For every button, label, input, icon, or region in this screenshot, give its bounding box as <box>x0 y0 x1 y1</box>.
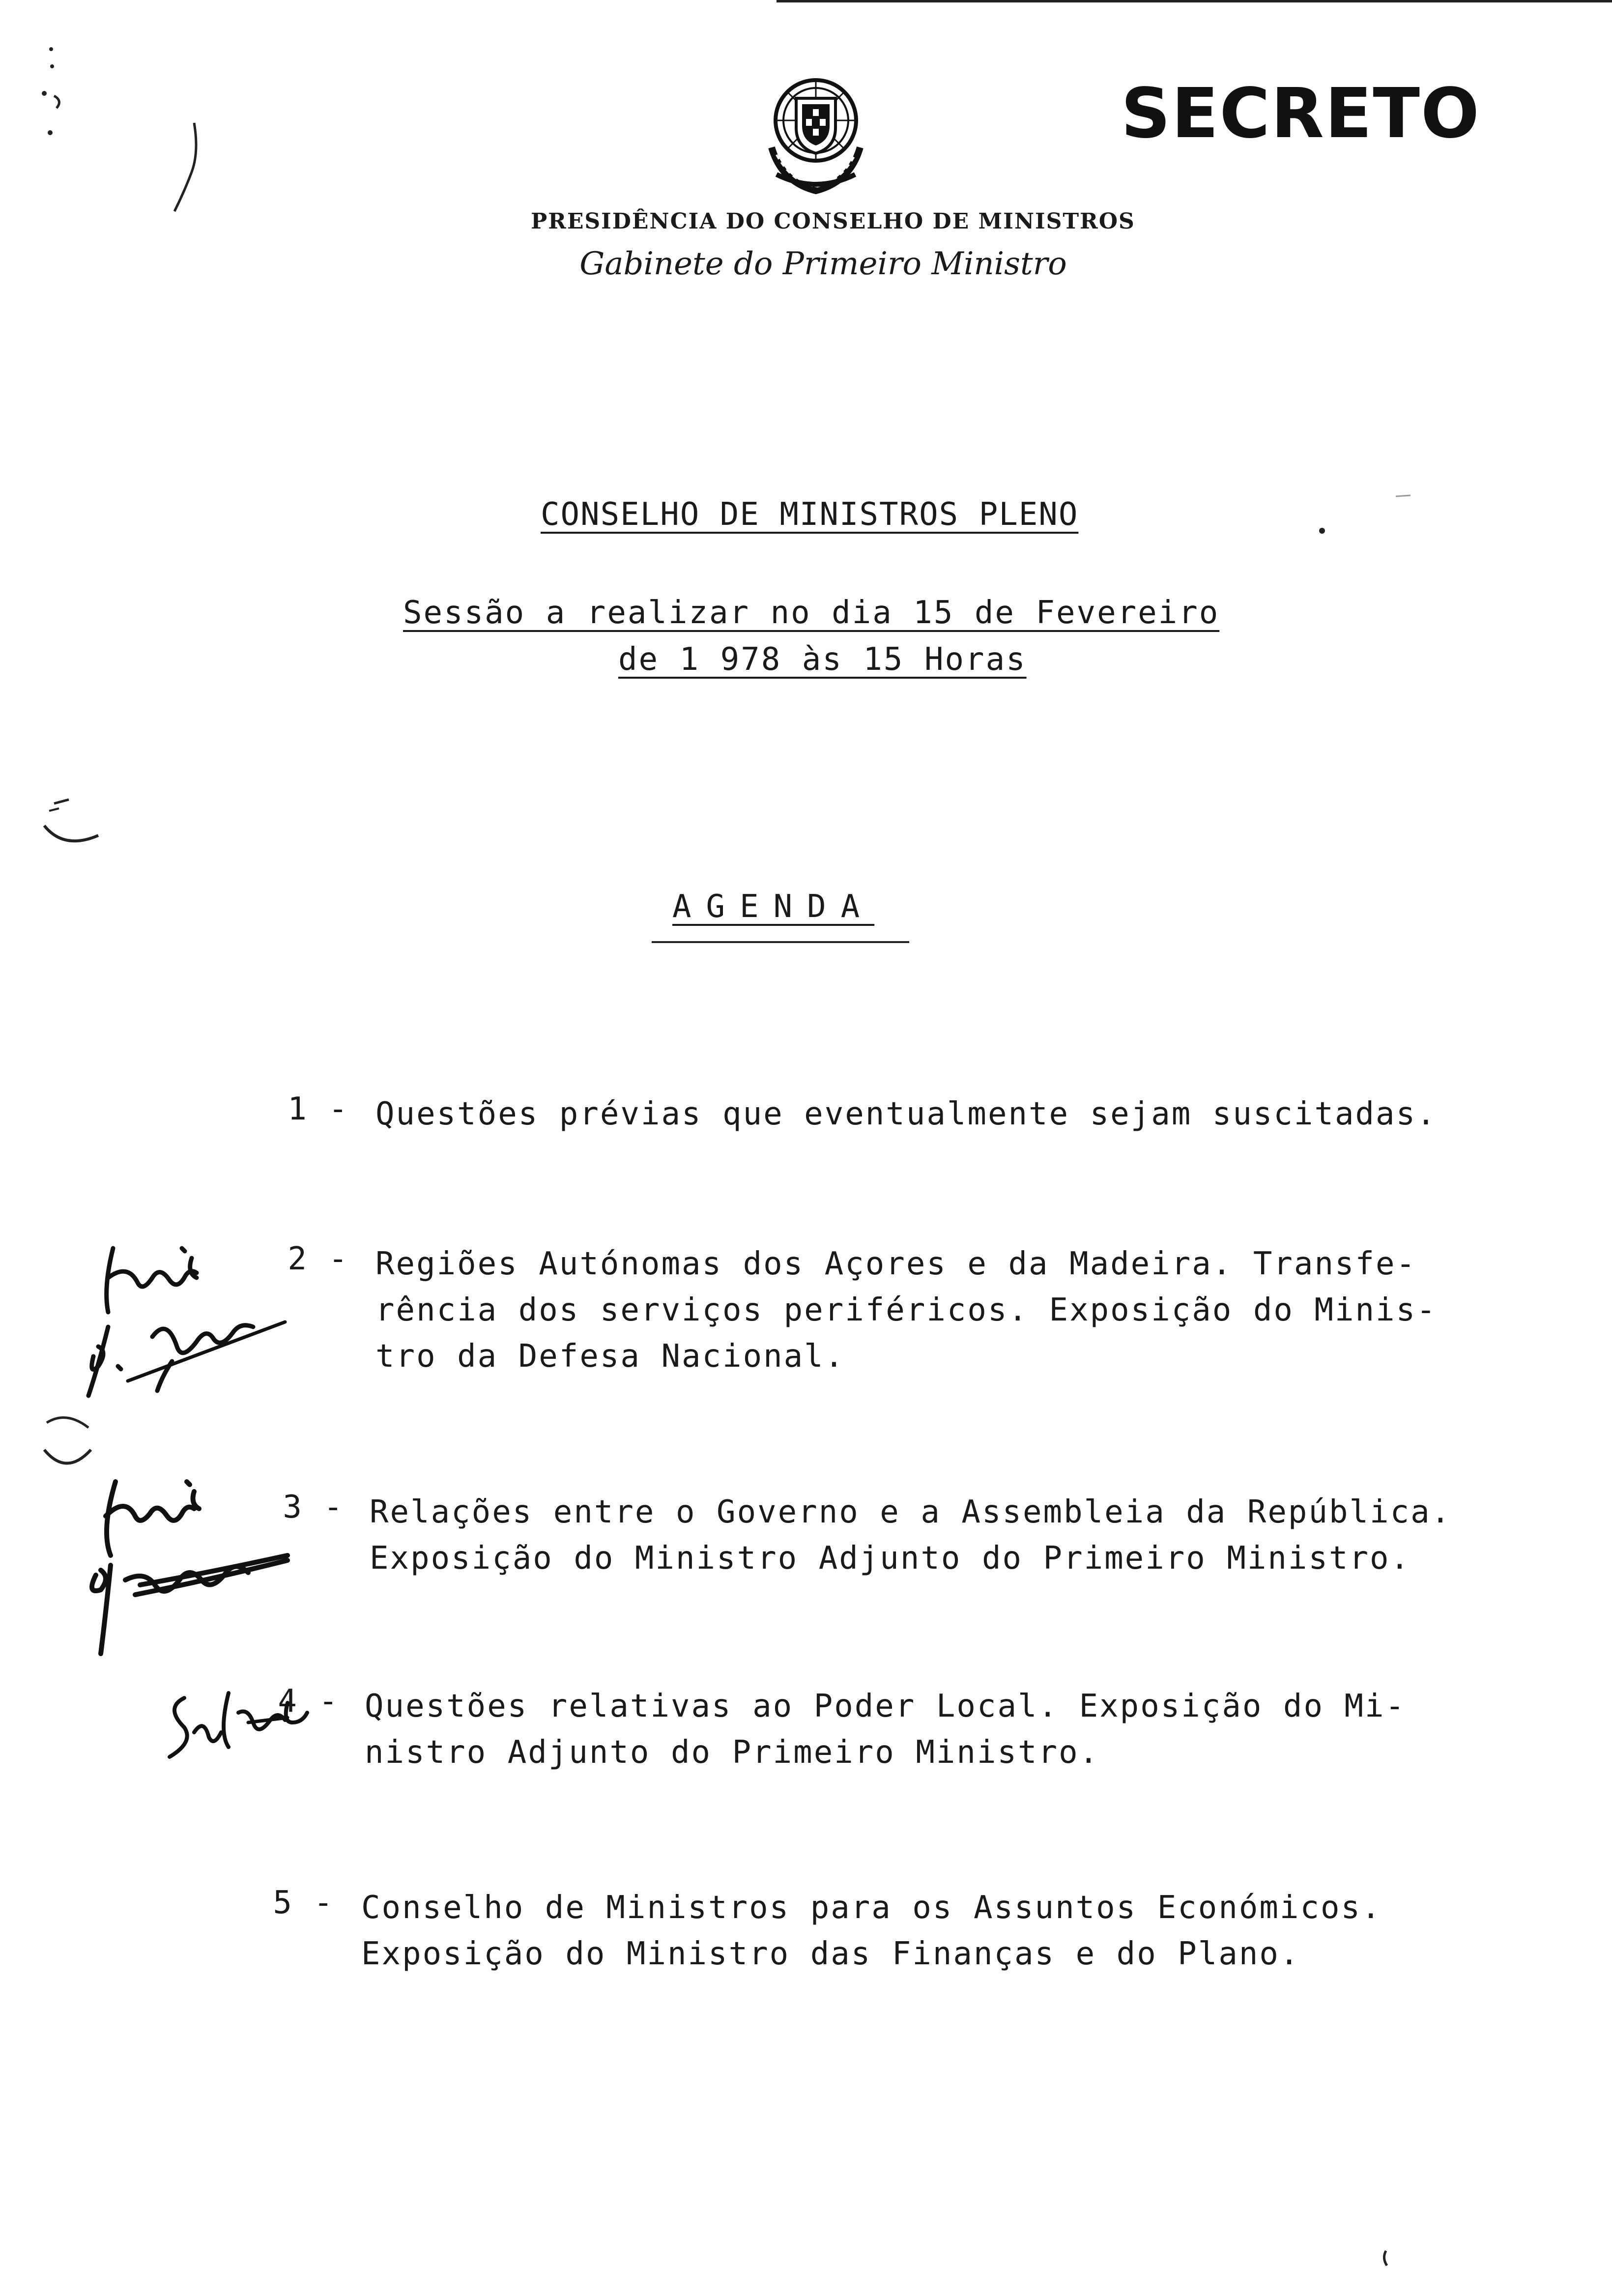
handwritten-note-item-2 <box>74 1238 319 1401</box>
margin-marks <box>20 39 79 147</box>
binding-hole-mark-2 <box>34 1410 103 1474</box>
office-subheader: Gabinete do Primeiro Ministro <box>579 246 1067 282</box>
institution-header: PRESIDÊNCIA DO CONSELHO DE MINISTROS <box>531 209 1135 234</box>
meeting-title: CONSELHO DE MINISTROS PLENO <box>541 496 1079 533</box>
agenda-item-text: Conselho de Ministros para os Assuntos Económicos. Exposição do Ministro das Finanças e do Plano. <box>361 1890 1382 1972</box>
bottom-speck <box>1376 2246 1396 2275</box>
handwritten-note-item-4 <box>165 1683 312 1767</box>
agenda-item-number: 2 - <box>288 1241 349 1277</box>
agenda-item-number: 3 - <box>283 1489 344 1525</box>
classification-stamp: SECRETO <box>1121 74 1480 154</box>
agenda-item-number: 4 - <box>278 1683 339 1720</box>
agenda-heading: AGENDA <box>672 889 875 925</box>
agenda-item-number: 5 - <box>273 1885 334 1921</box>
agenda-item-number: 1 - <box>288 1091 349 1127</box>
agenda-item-text: Questões prévias que eventualmente sejam suscitadas. <box>375 1096 1437 1132</box>
margin-stroke <box>167 118 206 216</box>
session-date-line-1: Sessão a realizar no dia 15 de Fevereiro <box>403 595 1220 631</box>
agenda-item-text: Regiões Autónomas dos Açores e da Madeira. Transfe- rência dos serviços periféricos. Exposição do Minis- tro da Defesa Nacional. <box>375 1246 1437 1375</box>
scan-edge-line <box>777 0 1612 2</box>
binding-hole-mark <box>34 791 108 855</box>
agenda-heading-rule <box>652 941 909 943</box>
agenda-item-text: Questões relativas ao Poder Local. Exposição do Mi- nistro Adjunto do Primeiro Ministro. <box>365 1688 1406 1771</box>
agenda-item-text: Relações entre o Governo e a Assembleia da República. Exposição do Ministro Adjunto do Primeiro Ministro. <box>370 1494 1452 1577</box>
handwritten-note-item-3 <box>81 1467 312 1659</box>
session-date-line-2: de 1 978 às 15 Horas <box>618 641 1027 678</box>
speck-marks <box>1307 482 1425 541</box>
coat-of-arms-emblem <box>757 74 875 197</box>
